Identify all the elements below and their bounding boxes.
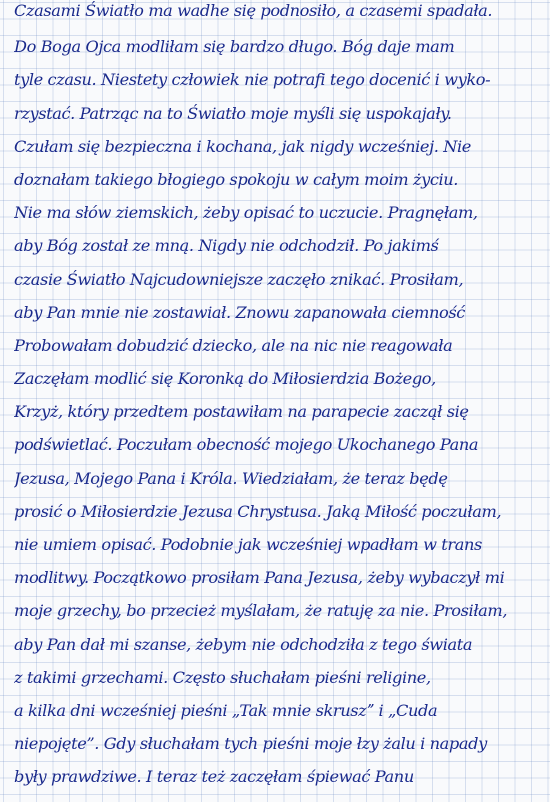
text-line: aby Pan dał mi szanse, żebym nie odchodziła z tego świata (14, 634, 473, 654)
text-line: rzystać. Patrząc na to Światło moje myśli się uspokajały. (14, 103, 452, 123)
text-line: Czasami Światło ma wadhe się podnosiło, a czasemi spadała. (14, 1, 493, 20)
text-line: doznałam takiego błogiego spokoju w całym moim życiu. (14, 169, 459, 189)
text-line: nie umiem opisać. Podobnie jak wcześniej wpadłam w trans (14, 535, 482, 554)
text-line: Jezusa, Mojego Pana i Króla. Wiedziałam, że teraz będę (14, 468, 448, 488)
text-line: modlitwy. Początkowo prosiłam Pana Jezusa, żeby wybaczył mi (14, 568, 505, 588)
text-line: tyle czasu. Niestety człowiek nie potrafi tego docenić i wyko- (14, 70, 491, 90)
text-line: a kilka dni wcześniej pieśni „Tak mnie skruszˮ i „Cuda (14, 700, 438, 720)
text-line: aby Bóg został ze mną. Nigdy nie odchodził. Po jakimś (14, 236, 439, 256)
text-line: aby Pan mnie nie zostawiał. Znowu zapanowała ciemność (14, 302, 465, 322)
text-line: z takimi grzechami. Często słuchałam pieśni religine, (14, 667, 431, 687)
text-line: moje grzechy, bo przecież myślałam, że ratuję za nie. Prosiłam, (14, 601, 508, 621)
text-line: prosić o Miłosierdzie Jezusa Chrystusa. Jaką Miłość poczułam, (14, 501, 502, 521)
text-line: niepojęte”. Gdy słuchałam tych pieśni moje łzy żalu i napady (14, 734, 487, 754)
text-line: Krzyż, który przedtem postawiłam na parapecie zaczął się (14, 402, 469, 422)
text-line: podświetlać. Poczułam obecność mojego Ukochanego Pana (14, 435, 479, 455)
text-line: Probowałam dobudzić dziecko, ale na nic nie reagowała (14, 335, 453, 355)
handwritten-text-block (14, 0, 544, 797)
text-line: Czułam się bezpieczna i kochana, jak nigdy wcześniej. Nie (14, 136, 471, 156)
text-line: Do Boga Ojca modliłam się bardzo długo. Bóg daje mam (14, 37, 455, 57)
text-line: były prawdziwe. I teraz też zaczęłam śpiewać Panu (14, 767, 414, 787)
text-line: czasie Światło Najcudowniejsze zaczęło znikać. Prosiłam, (14, 269, 464, 289)
text-line: Zaczęłam modlić się Koronką do Miłosierdzia Bożego, (14, 369, 436, 389)
text-line: Nie ma słów ziemskich, żeby opisać to uczucie. Pragnęłam, (14, 203, 478, 223)
